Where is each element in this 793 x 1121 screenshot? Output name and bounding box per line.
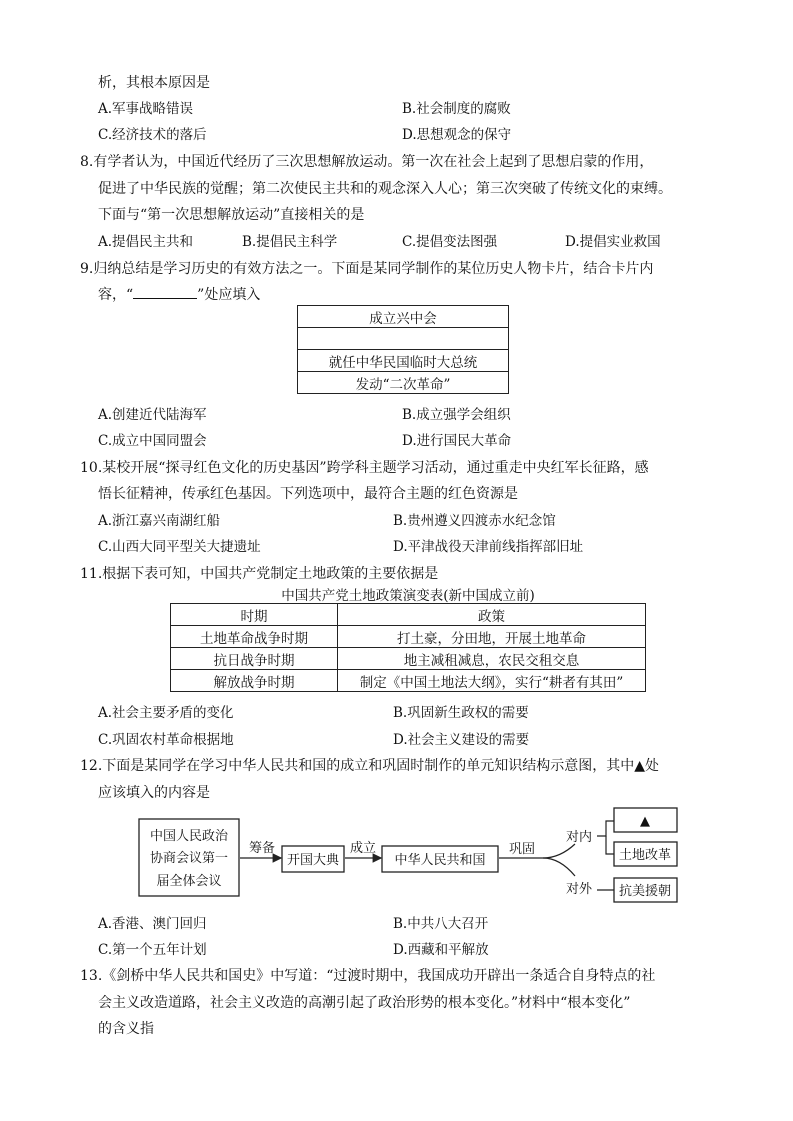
q12-option-b[interactable]: B.中共八大召开 — [393, 916, 489, 932]
q12-option-d[interactable]: D.西藏和平解放 — [393, 942, 489, 958]
q13-stem-line2: 会主义改造道路，社会主义改造的高潮引起了政治形势的根本变化。”材料中“根本变化” — [98, 995, 631, 1011]
q10-option-c[interactable]: C.山西大同平型关大捷遗址 — [98, 539, 261, 555]
q13-stem-line3: 的含义指 — [98, 1021, 154, 1037]
q11-stem: 11.根据下表可知，中国共产党制定土地政策的主要依据是 — [80, 566, 439, 582]
q10-stem-line1: 10.某校开展“探寻红色文化的历史基因”跨学科主题学习活动，通过重走中央红军长征路，感 — [80, 460, 649, 476]
table-cell: 土地革命战争时期 — [171, 626, 338, 648]
triangle-icon: ▲ — [640, 814, 650, 829]
q7-option-d[interactable]: D.思想观念的保守 — [402, 127, 512, 143]
arrow-prepare-label: 筹备 — [248, 841, 276, 856]
q7-option-c[interactable]: C.经济技术的落后 — [98, 127, 207, 143]
table-header: 政策 — [338, 604, 646, 626]
q12-option-c[interactable]: C.第一个五年计划 — [98, 942, 207, 958]
cppcc-label-line2: 协商会议第一 — [149, 851, 229, 866]
prc-label: 中华人民共和国 — [394, 853, 486, 868]
q8-option-d[interactable]: D.提倡实业救国 — [565, 234, 661, 250]
q7-option-a[interactable]: A.军事战略错误 — [98, 101, 194, 117]
branch-out-line — [543, 858, 575, 876]
q8-option-a[interactable]: A.提倡民主共和 — [98, 234, 194, 250]
table-cell: 制定《中国土地法大纲》，实行“耕者有其田” — [338, 670, 646, 692]
branch-out-label: 对外 — [566, 882, 593, 897]
land-reform-label: 土地改革 — [618, 848, 672, 863]
cppcc-label-line3: 届全体会议 — [156, 874, 222, 889]
policy-table-caption: 中国共产党土地政策演变表(新中国成立前) — [281, 588, 535, 604]
q8-option-c[interactable]: C.提倡变法图强 — [402, 234, 498, 250]
card-row-3: 就任中华民国临时大总统 — [298, 350, 509, 372]
q9-stem-line1: 9.归纳总结是学习历史的有效方法之一。下面是某同学制作的某位历史人物卡片，结合卡片内 — [80, 261, 654, 277]
q12-stem-line2: 应该填入的内容是 — [98, 785, 210, 801]
q13-stem-line1: 13.《剑桥中华人民共和国史》中写道：“过渡时期中，我国成功开辟出一条适合自身特点的社 — [80, 968, 656, 984]
cppcc-label-line1: 中国人民政治 — [149, 829, 229, 844]
q7-option-b[interactable]: B.社会制度的腐败 — [402, 101, 511, 117]
q9-option-a[interactable]: A.创建近代陆海军 — [98, 407, 207, 423]
brace-bottom — [606, 836, 614, 854]
founding-ceremony-label: 开国大典 — [286, 853, 340, 868]
q9-option-c[interactable]: C.成立中国同盟会 — [98, 433, 207, 449]
q9-option-d[interactable]: D.进行国民大革命 — [402, 433, 512, 449]
branch-in-label: 对内 — [566, 830, 593, 845]
q8-stem-line3: 下面与“第一次思想解放运动”直接相关的是 — [98, 207, 365, 223]
q11-option-a[interactable]: A.社会主要矛盾的变化 — [98, 705, 234, 721]
q9-option-b[interactable]: B.成立强学会组织 — [402, 407, 511, 423]
q9-stem-part1: 容，“ — [98, 287, 134, 303]
card-row-4: 发动“二次革命” — [298, 372, 509, 394]
q12-option-a[interactable]: A.香港、澳门回归 — [98, 916, 207, 932]
q7-stem-cont: 析，其根本原因是 — [98, 75, 210, 91]
arrow-consolidate-label: 巩固 — [508, 842, 536, 857]
table-cell: 打土豪，分田地，开展土地革命 — [338, 626, 646, 648]
card-row-1: 成立兴中会 — [298, 306, 509, 328]
q8-stem-line2: 促进了中华民族的觉醒；第二次使民主共和的观念深入人心；第三次突破了传统文化的束缚。 — [98, 181, 672, 197]
q8-stem-line1: 8.有学者认为，中国近代经历了三次思想解放运动。第一次在社会上起到了思想启蒙的作用， — [80, 154, 654, 170]
table-cell: 抗日战争时期 — [171, 648, 338, 670]
q11-option-b[interactable]: B.巩固新生政权的需要 — [393, 705, 529, 721]
table-header: 时期 — [171, 604, 338, 626]
q11-option-d[interactable]: D.社会主义建设的需要 — [393, 732, 530, 748]
table-cell: 地主减租减息，农民交租交息 — [338, 648, 646, 670]
branch-in-line — [543, 844, 575, 858]
q12-stem-line1: 12.下面是某同学在学习中华人民共和国的成立和巩固时制作的单元知识结构示意图，其中▲处 — [80, 758, 660, 774]
table-cell: 解放战争时期 — [171, 670, 338, 692]
q10-stem-line2: 悟长征精神，传承红色基因。下列选项中，最符合主题的红色资源是 — [98, 486, 518, 502]
arrow-establish-label: 成立 — [349, 841, 377, 856]
q9-stem-part2: ”处应填入 — [197, 287, 261, 303]
q10-option-a[interactable]: A.浙江嘉兴南湖红船 — [98, 513, 221, 529]
q8-option-b[interactable]: B.提倡民主科学 — [242, 234, 338, 250]
q10-option-d[interactable]: D.平津战役天津前线指挥部旧址 — [393, 539, 584, 555]
q11-option-c[interactable]: C.巩固农村革命根据地 — [98, 732, 234, 748]
q10-option-b[interactable]: B.贵州遵义四渡赤水纪念馆 — [393, 513, 556, 529]
korean-war-label: 抗美援朝 — [618, 884, 672, 899]
brace-top — [597, 821, 614, 836]
